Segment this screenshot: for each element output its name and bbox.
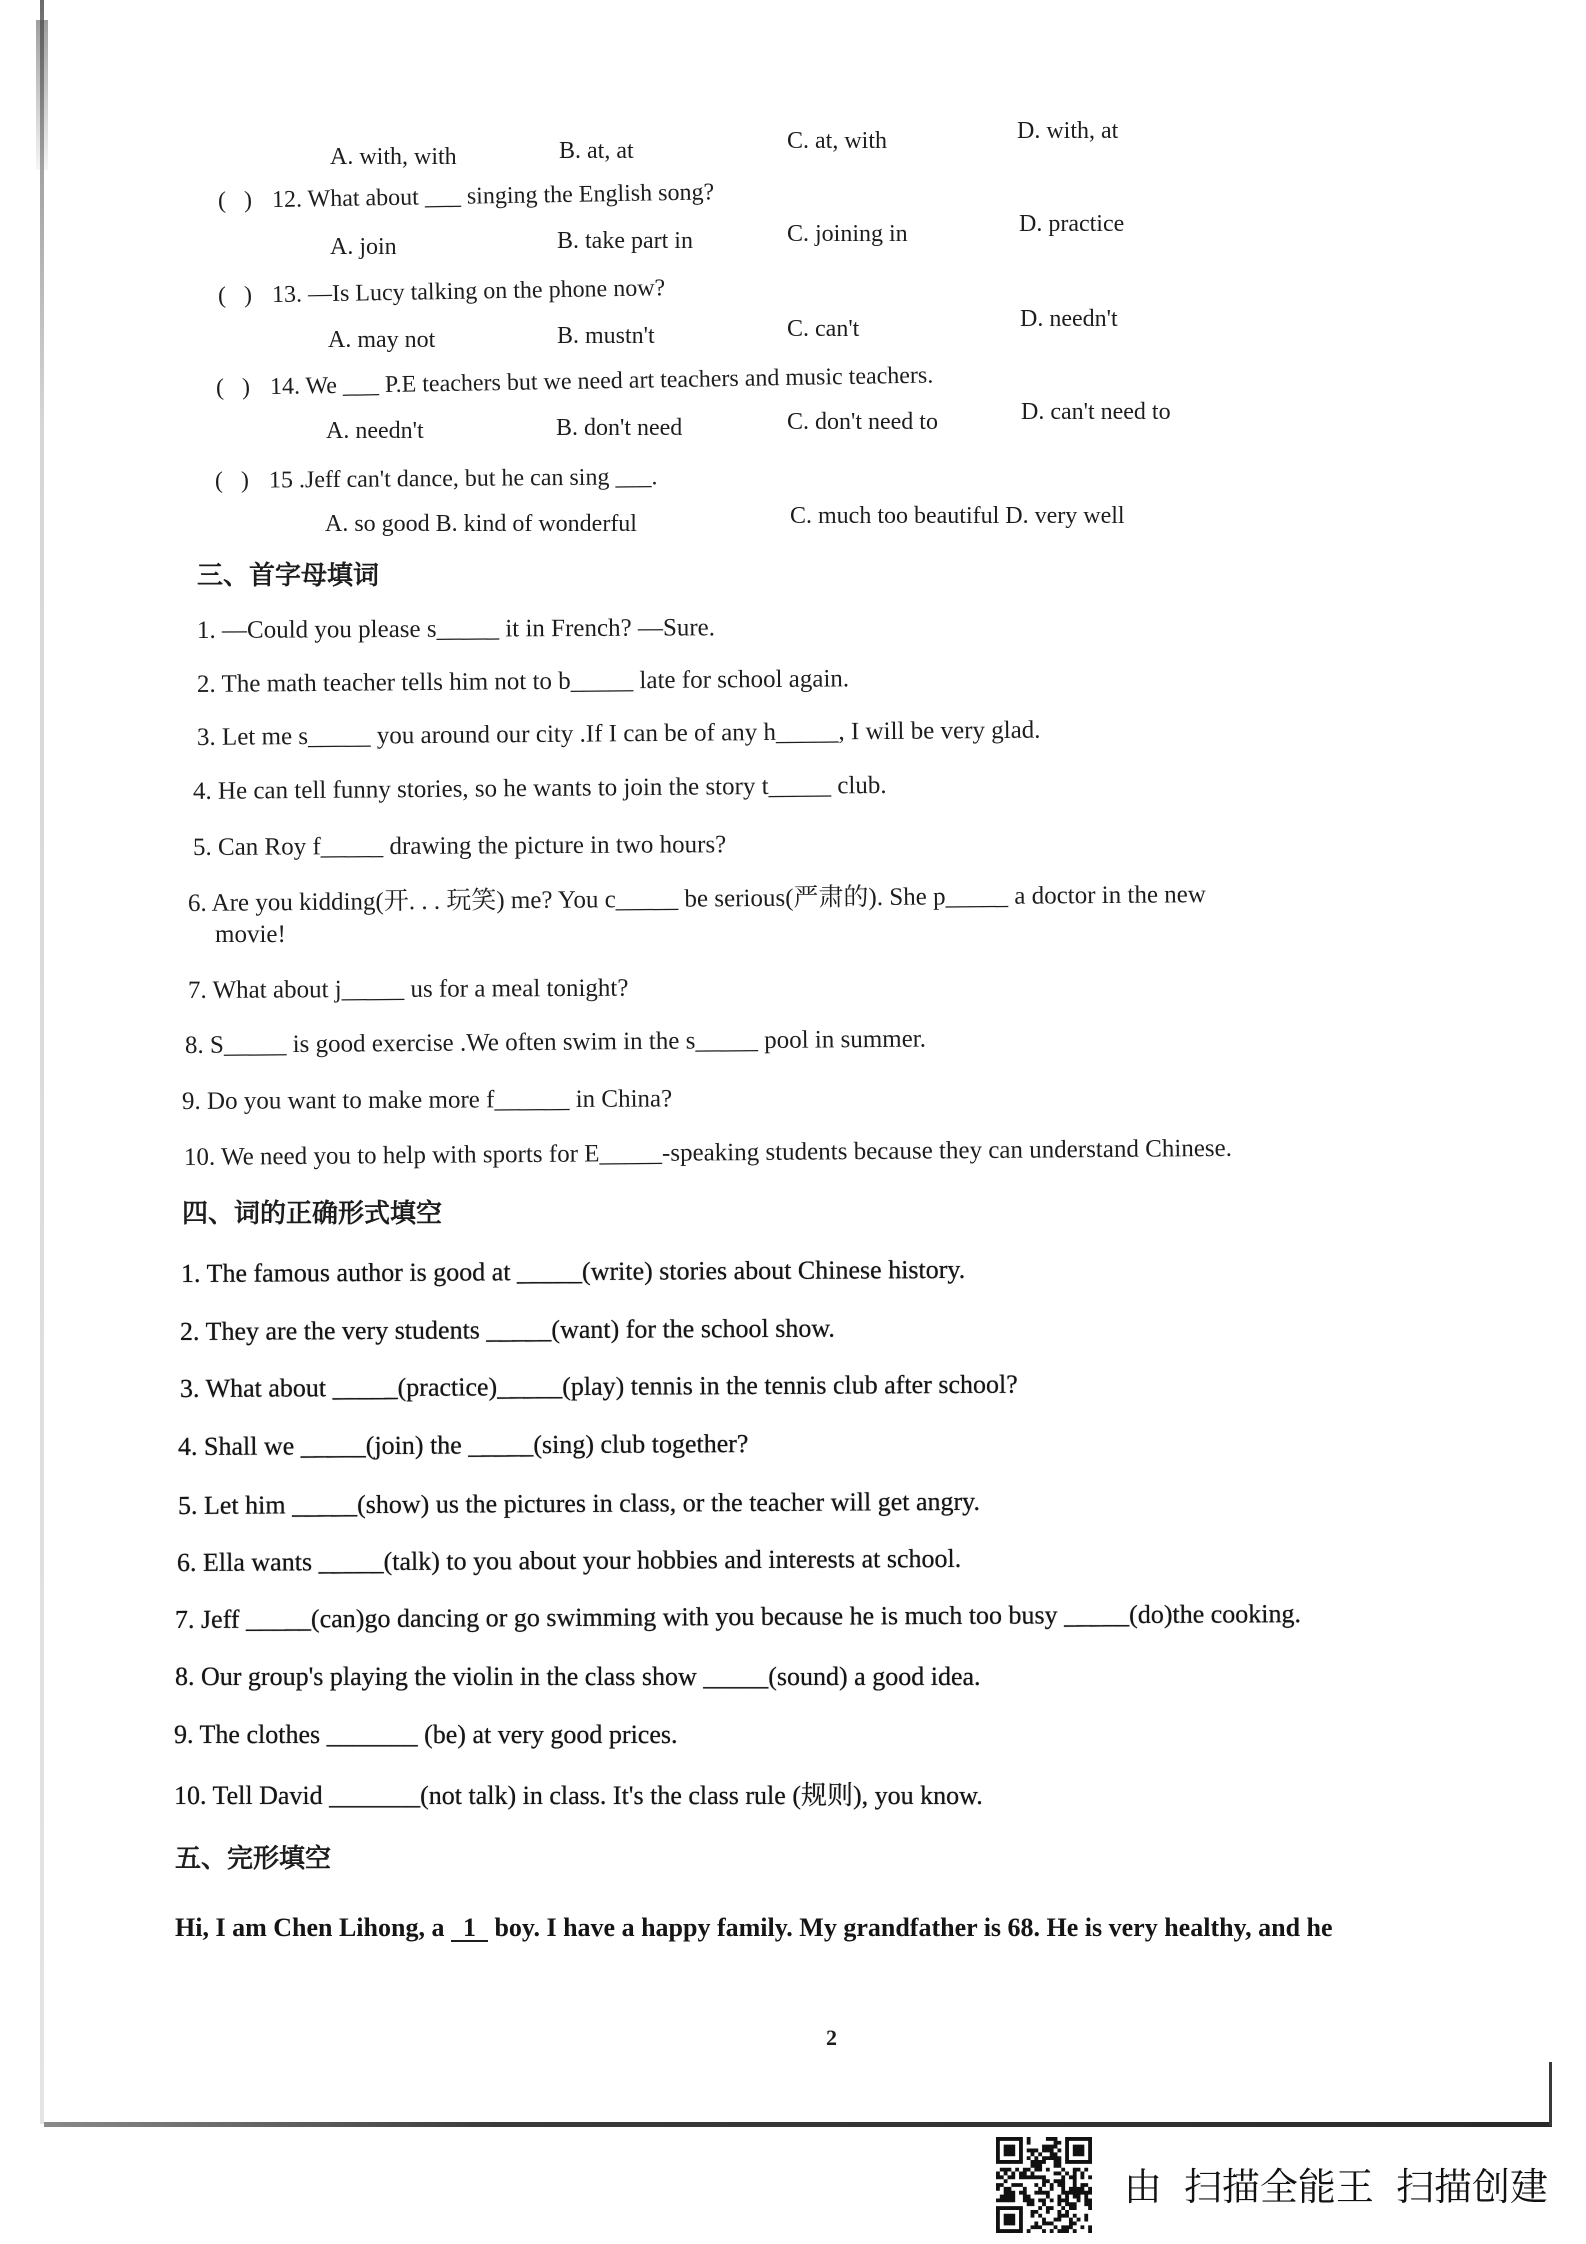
option-a: A. needn't: [326, 418, 424, 444]
question-text: 14. We ___ P.E teachers but we need art teachers and music teachers.: [269, 362, 934, 401]
fill-item-7: 7. What about j_____ us for a meal tonight?: [187, 974, 629, 1004]
options-c-d: [790, 502, 1125, 530]
question-stem: [216, 360, 934, 403]
section-title: 五、完形填空: [175, 1844, 332, 1874]
fill-item-2: 2. The math teacher tells him not to b_____ late for school again.: [196, 665, 850, 698]
option-c: C. at, with: [787, 128, 887, 154]
option-d: D. very well: [1005, 503, 1125, 529]
scan-bottom-edge: [44, 2122, 1552, 2127]
cloze-paragraph: [175, 1913, 1333, 1943]
form-item-2: 2. They are the very students _____(want) for the school show.: [179, 1313, 835, 1346]
fill-item-6: 6. Are you kidding(开. . . 玩笑) me? You c_____ be serious(严肃的). She p_____ a doctor in the new: [187, 881, 1206, 917]
form-item-8: 8. Our group's playing the violin in the class show _____(sound) a good idea.: [175, 1662, 981, 1691]
form-item-5: 5. Let him _____(show) us the pictures in class, or the teacher will get angry.: [177, 1486, 980, 1520]
answer-paren: ( ): [217, 187, 253, 214]
scanner-watermark-text: 由 扫描全能王 扫描创建: [1123, 2165, 1548, 2209]
fill-item-9: 9. Do you want to make more f______ in China?: [181, 1085, 673, 1115]
options-a-b: [325, 510, 637, 538]
fill-item-6-wrap: movie!: [215, 921, 286, 948]
question-stem: [218, 273, 666, 311]
option-c: C. much too beautiful: [790, 503, 1000, 529]
answer-paren: ( ): [217, 282, 253, 309]
answer-paren: ( ): [214, 467, 250, 494]
scan-blotch: [36, 20, 48, 170]
cloze-text-after: boy. I have a happy family. My grandfather is 68. He is very healthy, and he: [487, 1913, 1333, 1942]
option-b: B. take part in: [557, 228, 693, 254]
form-item-10: 10. Tell David _______(not talk) in class. It's the class rule (规则), you know.: [174, 1781, 983, 1810]
fill-item-5: 5. Can Roy f_____ drawing the picture in two hours?: [192, 831, 727, 861]
question-text: 12. What about ___ singing the English song?: [271, 179, 715, 214]
section-title: 三、首字母填词: [197, 561, 380, 591]
cloze-text-before: Hi, I am Chen Lihong, a: [175, 1913, 451, 1942]
form-item-9: 9. The clothes _______ (be) at very good prices.: [174, 1720, 678, 1749]
option-d: D. with, at: [1017, 118, 1119, 144]
fill-item-1: 1. —Could you please s_____ it in French? —Sure.: [196, 614, 716, 644]
option-c: C. don't need to: [787, 409, 938, 435]
option-a: A. so good: [325, 511, 430, 537]
option-b: B. at, at: [559, 138, 634, 164]
form-item-6: 6. Ella wants _____(talk) to you about your hobbies and interests at school.: [176, 1543, 962, 1577]
fill-item-10: 10. We need you to help with sports for E_____-speaking students because they can understand Chinese.: [183, 1134, 1233, 1171]
option-d: D. can't need to: [1021, 399, 1171, 425]
question-text: 13. —Is Lucy talking on the phone now?: [271, 275, 666, 309]
qr-code-icon: [996, 2136, 1092, 2234]
option-c: C. can't: [787, 316, 860, 342]
form-item-1: 1. The famous author is good at _____(write) stories about Chinese history.: [180, 1254, 966, 1288]
form-item-7: 7. Jeff _____(can)go dancing or go swimming with you because he is much too busy _____(do)the cooking.: [174, 1599, 1302, 1634]
option-d: D. needn't: [1020, 306, 1118, 332]
fill-item-8: 8. S_____ is good exercise .We often swim in the s_____ pool in summer.: [184, 1025, 927, 1059]
question-stem: [218, 177, 715, 216]
fill-item-3: 3. Let me s_____ you around our city .If I can be of any h_____, I will be very glad.: [196, 716, 1041, 751]
scan-left-edge: [40, 0, 44, 2124]
option-b: B. don't need: [556, 415, 683, 441]
option-d: D. practice: [1019, 211, 1125, 237]
option-b: B. kind of wonderful: [435, 511, 637, 537]
option-a: A. may not: [328, 327, 436, 353]
scan-right-edge: [1549, 2062, 1552, 2126]
question-text: 15 .Jeff can't dance, but he can sing ___.: [268, 464, 658, 494]
question-stem: [215, 462, 658, 496]
option-a: A. with, with: [330, 144, 457, 170]
option-c: C. joining in: [787, 221, 908, 247]
page-number: 2: [826, 2025, 837, 2050]
option-a: A. join: [330, 234, 397, 260]
form-item-4: 4. Shall we _____(join) the _____(sing) club together?: [177, 1429, 749, 1461]
option-b: B. mustn't: [557, 323, 655, 349]
answer-paren: ( ): [215, 374, 251, 401]
cloze-blank-1: 1: [451, 1916, 488, 1942]
form-item-3: 3. What about _____(practice)_____(play) tennis in the tennis club after school?: [179, 1369, 1018, 1403]
section-title: 四、词的正确形式填空: [182, 1199, 443, 1229]
fill-item-4: 4. He can tell funny stories, so he wants to join the story t_____ club.: [192, 771, 887, 805]
